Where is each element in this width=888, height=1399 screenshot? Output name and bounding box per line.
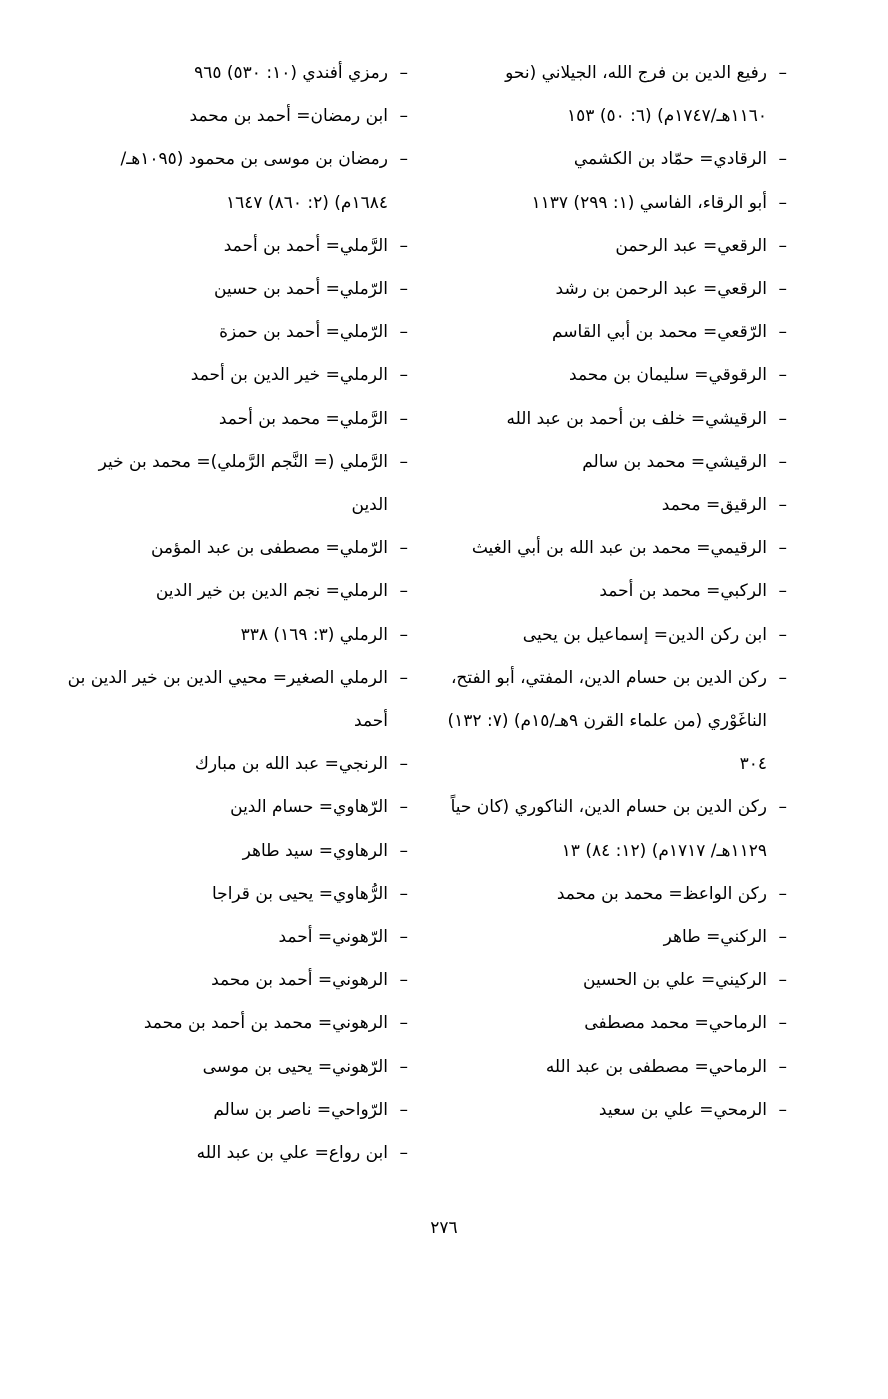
index-entry: – الركبي= محمد بن أحمد bbox=[599, 581, 787, 602]
index-column-right bbox=[445, 52, 787, 1132]
index-entry: – الرمحي= علي بن سعيد bbox=[598, 1099, 787, 1120]
index-entry: – الركني= طاهر bbox=[663, 927, 787, 948]
index-entry: – الرّهاوي= حسام الدين bbox=[230, 797, 408, 818]
index-entry: – الرماحي= مصطفى بن عبد الله bbox=[545, 1056, 787, 1077]
index-entry: – الرملي (٣: ١٦٩) ٣٣٨ bbox=[240, 624, 408, 645]
index-entry: – الرقيق= محمد bbox=[661, 495, 787, 516]
index-entry: – ركن الدين بن حسام الدين، الناكوري (كان حياً ١١٢٩هـ/ ١٧١٧م) (١٢: ٨٤) ١٣ bbox=[450, 797, 787, 861]
index-entry: – الرقعي= عبد الرحمن بن رشد bbox=[555, 279, 787, 300]
index-entry: – رفيع الدين بن فرج الله، الجيلاني (نحو ١١٦٠هـ/١٧٤٧م) (٦: ٥٠) ١٥٣ bbox=[505, 63, 787, 127]
index-entry: – رمزي أفندي (١٠: ٥٣٠) ٩٦٥ bbox=[194, 63, 408, 83]
index-entry: – ركن الواعظ= محمد بن محمد bbox=[556, 883, 787, 904]
index-entry: – ابن رمضان= أحمد بن محمد bbox=[189, 106, 408, 127]
index-entry: – الرّهوني= أحمد bbox=[278, 927, 408, 948]
index-entry: – الرقوقي= سليمان بن محمد bbox=[569, 365, 787, 386]
index-entry: – رمضان بن موسى بن محمود (١٠٩٥هـ/ ١٦٨٤م) (٢: ٨٦٠) ١٦٤٧ bbox=[120, 149, 408, 213]
index-entry: – الرملي الصغير= محيي الدين بن خير الدين بن أحمد bbox=[67, 667, 408, 732]
index-entry: – الرّملي= أحمد بن حمزة bbox=[219, 322, 408, 343]
index-entry: – الرَّملي= أحمد بن أحمد bbox=[223, 235, 408, 256]
page-number: ٢٧٦ bbox=[430, 1218, 458, 1238]
index-entry: – الرّملي= أحمد بن حسين bbox=[213, 279, 408, 300]
index-entry: – الرملي= نجم الدين بن خير الدين bbox=[155, 581, 408, 602]
index-entry: – ابن ركن الدين= إسماعيل بن يحيى bbox=[522, 624, 787, 645]
index-entry: – الرماحي= محمد مصطفى bbox=[584, 1013, 787, 1034]
index-entry: – الرَّملي (= النَّجم الرَّملي)= محمد بن خير الدين bbox=[98, 451, 408, 516]
index-entry: – الرقيشي= خلف بن أحمد بن عبد الله bbox=[506, 408, 787, 429]
index-entry: – أبو الرقاء، الفاسي (١: ٢٩٩) ١١٣٧ bbox=[531, 192, 787, 213]
index-entry: – الرّقعي= محمد بن أبي القاسم bbox=[551, 322, 787, 343]
index-entry: – الرقيشي= محمد بن سالم bbox=[582, 451, 787, 472]
index-entry: – الرّهوني= يحيى بن موسى bbox=[202, 1056, 408, 1077]
index-entry: – الرّواحي= ناصر بن سالم bbox=[213, 1099, 408, 1120]
index-entry: – الرملي= خير الدين بن أحمد bbox=[190, 365, 408, 386]
index-entry: – الرهوني= أحمد بن محمد bbox=[211, 970, 408, 991]
index-entry: – ابن رواع= علي بن عبد الله bbox=[196, 1143, 408, 1164]
index-entry: – الرّملي= مصطفى بن عبد المؤمن bbox=[150, 538, 408, 559]
index-entry: – الرقيمي= محمد بن عبد الله بن أبي الغيث bbox=[471, 538, 787, 559]
index-entry: – الرقعي= عبد الرحمن bbox=[615, 235, 787, 256]
index-entry: – الرهوني= محمد بن أحمد بن محمد bbox=[143, 1013, 408, 1034]
index-entry: – الرقادي= حمّاد بن الكشمي bbox=[573, 149, 787, 170]
index-entry: – الرُّهاوي= يحيى بن قراجا bbox=[212, 883, 408, 904]
index-entry: – الرَّملي= محمد بن أحمد bbox=[218, 408, 408, 429]
index-entry: – الرنجي= عبد الله بن مبارك bbox=[194, 754, 408, 775]
index-entry: – الرهاوي= سيد طاهر bbox=[242, 840, 408, 861]
index-entry: – الركيني= علي بن الحسين bbox=[583, 970, 787, 991]
index-entry: – ركن الدين بن حسام الدين، المفتي، أبو الفتح، الناغَوْري (من علماء القرن ٩هـ/١٥م) (٧: ١٣٢) ٣٠٤ bbox=[447, 667, 787, 775]
index-column-left bbox=[66, 52, 408, 1175]
